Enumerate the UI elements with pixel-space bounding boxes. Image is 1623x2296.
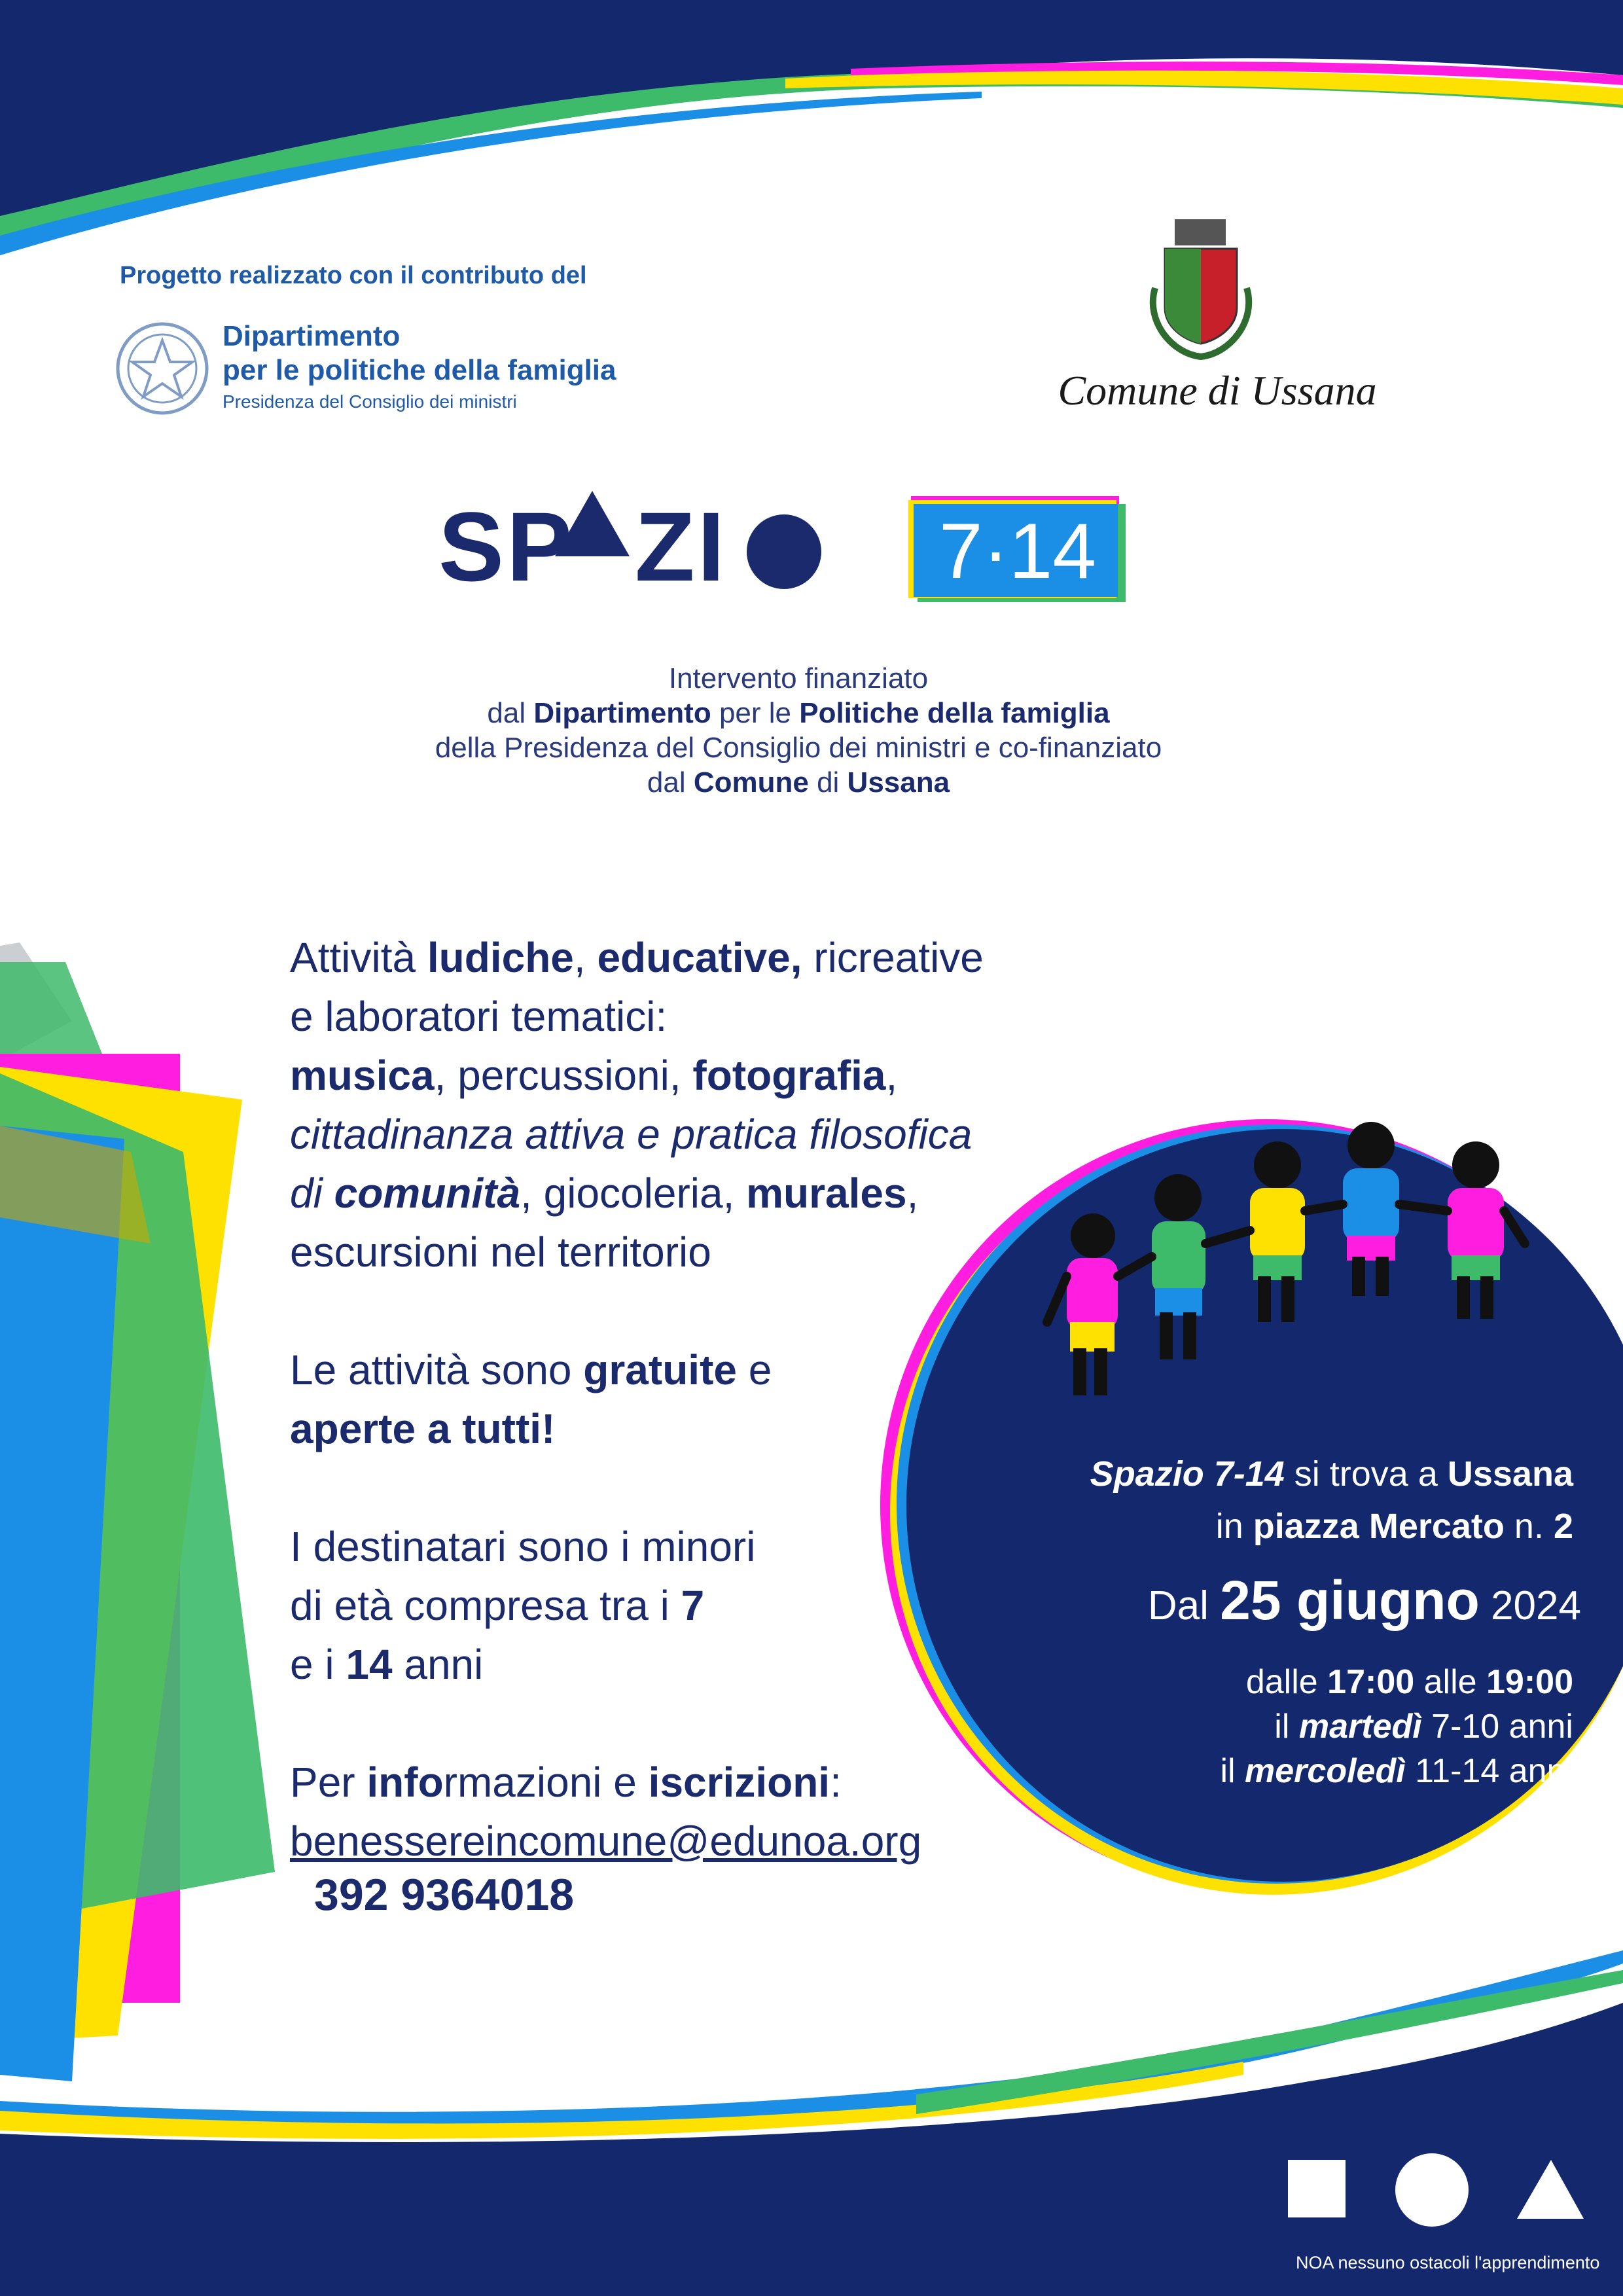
department-name-line1: Dipartimento [223, 320, 401, 352]
phone-number[interactable]: 392 9364018 [314, 1870, 575, 1920]
comune-crest-icon [1152, 216, 1257, 367]
email-link[interactable]: benessereincomune@edunoa.org [290, 1818, 922, 1865]
target-audience: I destinatari sono i minori di età compresa tra i 7 e i 14 anni [290, 1523, 756, 1688]
contact-info: Per informazioni e iscrizioni: benessereincomune@edunoa.org [290, 1753, 921, 1871]
contribution-heading: Progetto realizzato con il contributo del [120, 262, 587, 289]
spazio-logo-word: SP ZI [438, 492, 728, 601]
funding-statement: Intervento finanziato dal Dipartimento per le Politiche della famiglia della Presidenza del Consiglio dei ministri e co-finanziato dal Comune di Ussana [435, 662, 1162, 798]
comune-name: Comune di Ussana [1058, 367, 1377, 414]
schedule: dalle 17:00 alle 19:00 il martedì 7-10 anni il mercoledì 11-14 anni [1220, 1663, 1573, 1790]
location-info: Spazio 7-14 si trova a Ussana in piazza Mercato n. 2 [1090, 1454, 1573, 1546]
free-access-note: Le attività sono gratuite e aperte a tutti! [290, 1346, 772, 1452]
noa-caption: NOA nessuno ostacoli l'apprendimento [1296, 2253, 1600, 2272]
spazio-logo-number: 7·14 [938, 507, 1097, 595]
noa-logo-icon [1283, 2153, 1590, 2225]
activities-list: Attività ludiche, educative, ricreative e laboratori tematici: musica, percussioni, fotografia, cittadinanza attiva e pratica filosofica di comunità, giocoleria, murales, escursioni nel territorio [290, 934, 984, 1276]
start-date: Dal 25 giugno 2024 [1147, 1570, 1581, 1631]
government-emblem-icon [116, 323, 208, 414]
department-name-line2: per le politiche della famiglia [223, 354, 616, 386]
department-subtitle: Presidenza del Consiglio dei ministri [223, 391, 517, 412]
department-name [223, 319, 616, 387]
